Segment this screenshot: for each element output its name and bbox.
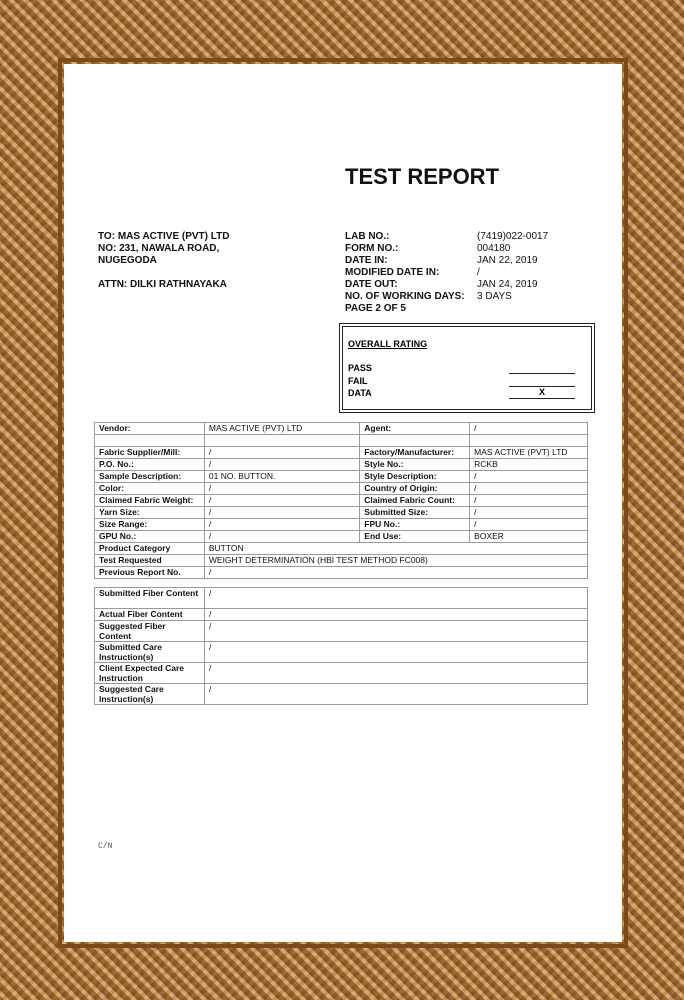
fiber-label: Client Expected Care Instruction: [95, 663, 205, 684]
footer-code: C/N: [98, 842, 113, 851]
lab-info-row: [345, 267, 548, 279]
details-row: [95, 495, 588, 507]
detail-label: End Use:: [360, 531, 470, 543]
spacer-cell: [204, 435, 359, 447]
details-row: [95, 423, 588, 435]
detail-label: Fabric Supplier/Mill:: [95, 447, 205, 459]
detail-value: MAS ACTIVE (PVT) LTD: [470, 447, 588, 459]
fiber-label: Actual Fiber Content: [95, 609, 205, 621]
detail-value: /: [204, 495, 359, 507]
detail-value: /: [470, 507, 588, 519]
detail-label: Color:: [95, 483, 205, 495]
product-label: Product Category: [95, 543, 205, 555]
fiber-value: /: [204, 588, 587, 609]
detail-value: /: [470, 483, 588, 495]
product-row: [95, 567, 588, 579]
rating-data-mark: X: [509, 387, 575, 399]
spacer-cell: [470, 435, 588, 447]
detail-value: /: [470, 423, 588, 435]
lab-info-row: [345, 255, 548, 267]
detail-label: Sample Description:: [95, 471, 205, 483]
recipient-block: [98, 231, 229, 291]
lab-info-block: [345, 231, 548, 315]
product-value: WEIGHT DETERMINATION (HBI TEST METHOD FC008): [204, 555, 587, 567]
detail-label: Agent:: [360, 423, 470, 435]
fiber-value: /: [204, 609, 587, 621]
detail-label: GPU No.:: [95, 531, 205, 543]
details-row: [95, 483, 588, 495]
fiber-label: Submitted Fiber Content: [95, 588, 205, 609]
product-value: /: [204, 567, 587, 579]
detail-value: BOXER: [470, 531, 588, 543]
lab-info-row: [345, 291, 548, 303]
details-row: [95, 459, 588, 471]
detail-value: MAS ACTIVE (PVT) LTD: [204, 423, 359, 435]
details-table: [94, 422, 588, 543]
details-row: [95, 471, 588, 483]
rating-fail-mark: [509, 375, 575, 387]
product-row: [95, 555, 588, 567]
detail-value: /: [204, 459, 359, 471]
lab-info-value: /: [477, 267, 480, 278]
lab-info-label: MODIFIED DATE IN:: [345, 267, 440, 278]
product-row: [95, 543, 588, 555]
detail-label: Country of Origin:: [360, 483, 470, 495]
report-title: TEST REPORT: [345, 164, 500, 189]
lab-info-label: FORM NO.:: [345, 243, 399, 254]
lab-info-value: 3 DAYS: [477, 291, 512, 302]
report-page: [64, 64, 622, 942]
rating-fail-label: FAIL: [348, 376, 368, 386]
detail-value: RCKB: [470, 459, 588, 471]
lab-info-value: JAN 22, 2019: [477, 255, 538, 266]
detail-label: Claimed Fabric Weight:: [95, 495, 205, 507]
fiber-care-table: [94, 587, 588, 705]
fiber-value: /: [204, 642, 587, 663]
detail-value: /: [204, 447, 359, 459]
product-label: Previous Report No.: [95, 567, 205, 579]
product-table: [94, 542, 588, 579]
overall-rating-box: [339, 323, 595, 413]
fiber-label: Suggested Fiber Content: [95, 621, 205, 642]
detail-label: Claimed Fabric Count:: [360, 495, 470, 507]
page-number: PAGE 2 OF 5: [345, 303, 406, 314]
fiber-row: [95, 684, 588, 705]
detail-value: /: [470, 471, 588, 483]
spacer-cell: [95, 435, 205, 447]
detail-value: /: [470, 519, 588, 531]
product-value: BUTTON: [204, 543, 587, 555]
detail-label: Submitted Size:: [360, 507, 470, 519]
detail-value: /: [204, 531, 359, 543]
lab-info-value: JAN 24, 2019: [477, 279, 538, 290]
lab-info-label: NO. OF WORKING DAYS:: [345, 291, 465, 302]
product-label: Test Requested: [95, 555, 205, 567]
spacer-cell: [360, 435, 470, 447]
detail-label: Factory/Manufacturer:: [360, 447, 470, 459]
fiber-label: Suggested Care Instruction(s): [95, 684, 205, 705]
fiber-value: /: [204, 663, 587, 684]
lab-info-row: [345, 231, 548, 243]
detail-label: Style Description:: [360, 471, 470, 483]
lab-info-label: DATE IN:: [345, 255, 388, 266]
recipient-address-1: NO: 231, NAWALA ROAD,: [98, 243, 220, 254]
detail-label: Vendor:: [95, 423, 205, 435]
details-row: [95, 531, 588, 543]
details-row: [95, 447, 588, 459]
recipient-to: TO: MAS ACTIVE (PVT) LTD: [98, 231, 230, 242]
lab-info-value: 004180: [477, 243, 511, 254]
fiber-value: /: [204, 684, 587, 705]
lab-info-value: (7419)022-0017: [477, 231, 549, 242]
lab-info-row: [345, 279, 548, 291]
details-row: [95, 519, 588, 531]
rating-pass-label: PASS: [348, 363, 372, 373]
rating-pass-mark: [509, 362, 575, 374]
fiber-row: [95, 588, 588, 609]
detail-value: 01 NO. BUTTON.: [204, 471, 359, 483]
fiber-row: [95, 642, 588, 663]
lab-info-row: [345, 243, 548, 255]
fiber-row: [95, 621, 588, 642]
detail-label: FPU No.:: [360, 519, 470, 531]
lab-info-label: DATE OUT:: [345, 279, 398, 290]
detail-value: /: [470, 495, 588, 507]
details-row: [95, 507, 588, 519]
detail-value: /: [204, 483, 359, 495]
detail-value: /: [204, 519, 359, 531]
lab-info-label: LAB NO.:: [345, 231, 390, 242]
detail-label: Size Range:: [95, 519, 205, 531]
recipient-address-2: NUGEGODA: [98, 255, 157, 266]
detail-label: Yarn Size:: [95, 507, 205, 519]
recipient-attn: ATTN: DILKI RATHNAYAKA: [98, 279, 227, 290]
overall-rating-title: OVERALL RATING: [348, 339, 428, 349]
fiber-row: [95, 663, 588, 684]
detail-label: P.O. No.:: [95, 459, 205, 471]
fiber-value: /: [204, 621, 587, 642]
fiber-label: Submitted Care Instruction(s): [95, 642, 205, 663]
rating-data-label: DATA: [348, 388, 372, 398]
overall-rating-inner: [342, 326, 592, 410]
fiber-row: [95, 609, 588, 621]
detail-label: Style No.:: [360, 459, 470, 471]
details-spacer-row: [95, 435, 588, 447]
detail-value: /: [204, 507, 359, 519]
